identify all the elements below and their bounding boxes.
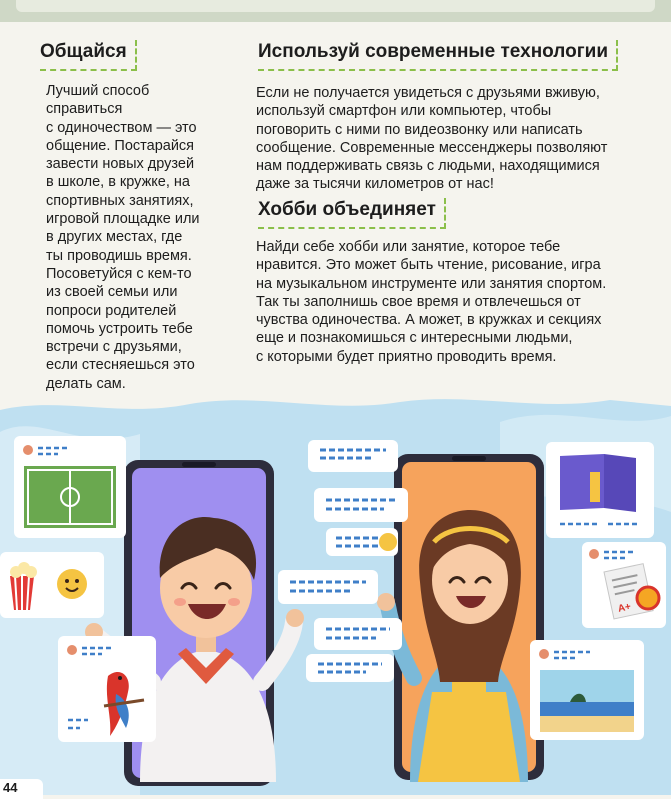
text-line: помочь устроить тебе (46, 320, 193, 337)
text-line: из своей семьи или (46, 284, 178, 301)
text-line: в других местах, где (46, 229, 183, 246)
text-line: игровой площадке или (46, 211, 200, 228)
card-certificate (582, 542, 666, 628)
text-line: спортивных занятиях, (46, 192, 194, 209)
illustration-kids-phones (0, 392, 671, 795)
message-bubble (314, 488, 408, 522)
text-line: нравится. Это может быть чтение, рисование, игра (256, 257, 601, 274)
section-text-talk (46, 82, 200, 393)
text-line: попроси родителей (46, 302, 177, 319)
text-line: используй смартфон или компьютер, чтобы (256, 103, 552, 120)
message-bubble (326, 528, 398, 556)
text-line: чувства одиночества. А может, в кружках и секциях (256, 312, 602, 329)
text-line: Если не получается увидеться с друзьями вживую, (256, 85, 600, 101)
card-beach-photo (530, 640, 644, 740)
text-line: ты проводишь время. (46, 247, 192, 264)
text-line: общение. Постарайся (46, 137, 195, 154)
text-line: еще и познакомишься с интересными людьми, (256, 330, 573, 347)
text-line: если стесняешься это (46, 357, 195, 374)
text-line: делать сам. (46, 375, 126, 392)
text-line: нам поддерживать связь с людьми, находящимися (256, 158, 600, 175)
section-text-hobby (256, 238, 606, 366)
text-line: на музыкальном инструменте или занятия спортом. (256, 275, 607, 292)
text-line: в школе, в кружке, на (46, 174, 190, 191)
text-line: завести новых друзей (46, 156, 195, 173)
text-line: Посоветуйся с кем-то (46, 265, 192, 282)
card-book (546, 442, 654, 538)
text-line: справиться (46, 101, 123, 118)
text-line: с одиночеством — это (46, 119, 197, 136)
text-line: Лучший способ (46, 83, 150, 99)
text-line: сообщение. Современные мессенджеры позволяют (256, 139, 608, 156)
message-bubble (308, 440, 398, 472)
section-title-talk: Общайся (40, 40, 137, 71)
section-title-tech: Используй современные технологии (258, 40, 618, 71)
text-line: с которыми будет приятно проводить время. (256, 348, 557, 365)
text-line: встречи с друзьями, (46, 339, 182, 356)
section-title-hobby: Хобби объединяет (258, 198, 446, 229)
grade-label: A+ (616, 601, 633, 615)
card-popcorn (0, 552, 104, 618)
text-line: даже за тысячи километров от нас! (256, 176, 494, 193)
message-bubble (314, 618, 402, 650)
text-line: Найди себе хобби или занятие, которое тебе (256, 239, 561, 255)
card-parrot (58, 636, 156, 742)
top-decor-strip (0, 0, 671, 22)
message-bubble (278, 570, 378, 604)
section-text-tech (256, 84, 607, 194)
text-line: Так ты заполнишь свое время и отвлечешься от (256, 293, 581, 310)
message-bubble (306, 654, 394, 682)
page-number: 44 (0, 779, 43, 799)
card-football-field (14, 436, 126, 538)
text-line: поговорить с ними по видеозвонку или написать (256, 121, 583, 138)
